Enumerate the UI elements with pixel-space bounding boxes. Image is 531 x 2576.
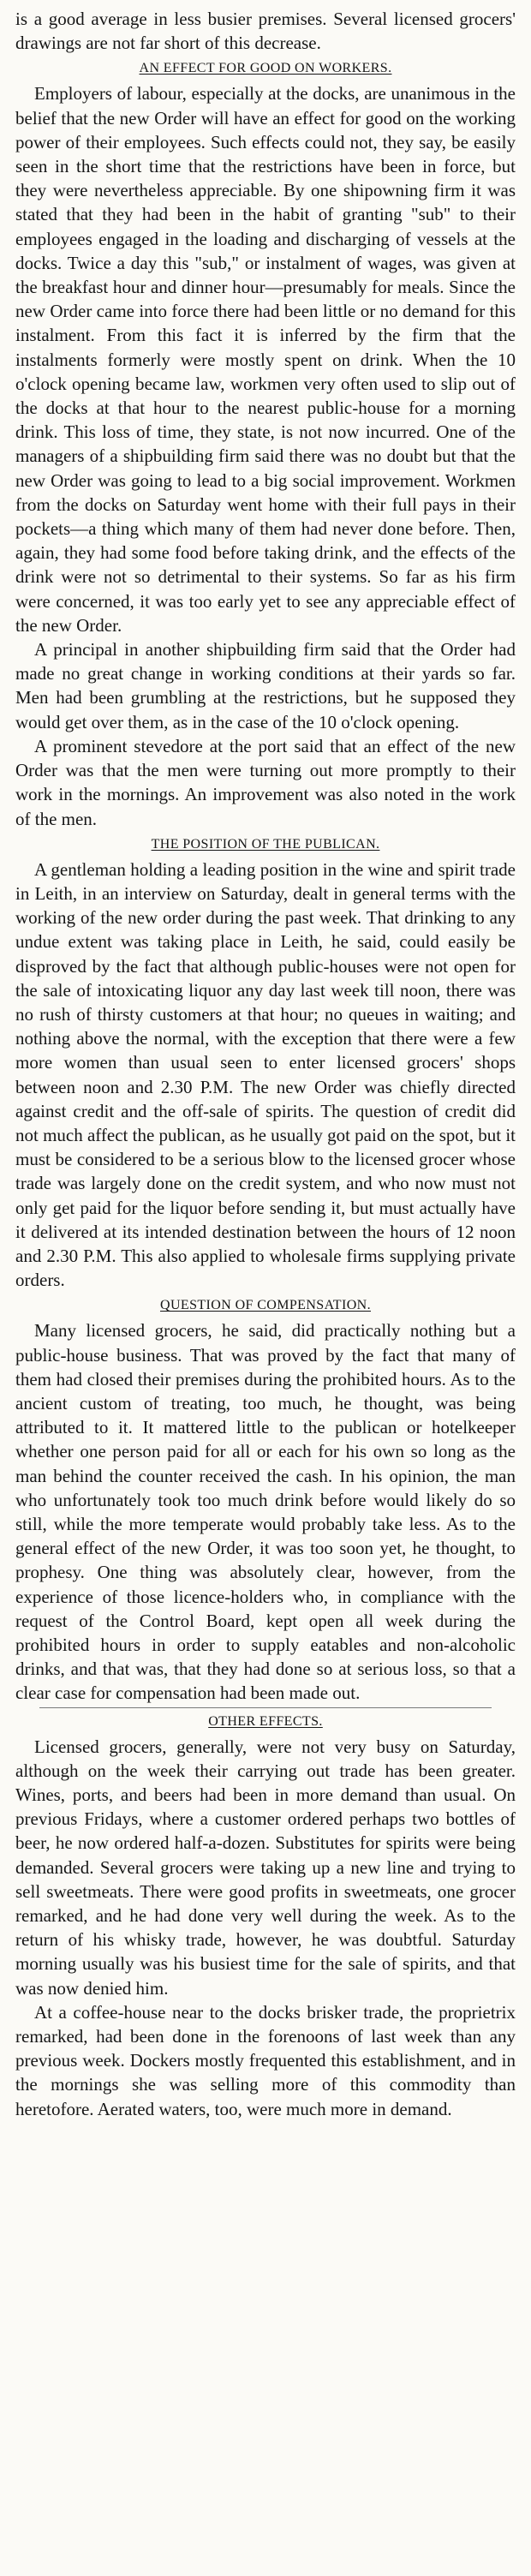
paragraph: Licensed grocers, generally, were not very busy on Saturday, although on the week their carrying out trade has been greater. Wines, ports, and beers had been in more demand than usual. On previous Fridays, where a customer ordered perhaps two bottles of beer, he now ordered half-a-dozen. Substitutes for spirits were being demanded. Several grocers were taking up a new line and trying to sell sweetmeats. There were good profits in sweetmeats, one grocer remarked, and he had done very well during the week. As to the return of his whisky trade, however, he was doubtful. Saturday morning usually was his busiest time for the sale of spirits, and that was now denied him. — [15, 1736, 516, 1999]
article-body — [15, 7, 516, 2121]
section-divider — [39, 1707, 492, 1708]
section-heading: QUESTION OF COMPENSATION. — [159, 1298, 371, 1313]
paragraph: A gentleman holding a leading position in the wine and spirit trade in Leith, in an interview on Saturday, dealt in general terms with the working of the new order during the past week. That drinking to any undue extent was taking place in Leith, he said, could easily be disproved by the fact that although public-houses were not open for the sale of intoxicating liquor any day last week till noon, there was no rush of thirsty customers at that hour; no queues in waiting; and nothing above the normal, with the exception that there were a few more women than usual seen to enter licensed grocers' shops between noon and 2.30 P.M. The new Order was chiefly directed against credit and the off-sale of spirits. The question of credit did not much affect the publican, as he usually got paid on the spot, but it must be considered to be a serious blow to the licensed grocer whose trade was largely done on the credit system, and who now must not only get paid for the liquor before sending it, but must actually have it delivered at its intended destination between the hours of 12 noon and 2.30 P.M. This also applied to wholesale firms supplying private orders. — [15, 858, 516, 1291]
paragraph: At a coffee-house near to the docks brisker trade, the proprietrix remarked, had been done in the forenoons of last week than any previous week. Dockers mostly frequented this establishment, and in the mornings she was selling more of this commodity than heretofore. Aerated waters, too, were much more in demand. — [15, 2001, 516, 2119]
section-heading: AN EFFECT FOR GOOD ON WORKERS. — [139, 61, 392, 76]
section-heading: OTHER EFFECTS. — [208, 1713, 323, 1729]
section-heading: THE POSITION OF THE PUBLICAN. — [151, 836, 380, 852]
paragraph: A principal in another shipbuilding firm said that the Order had made no great change in working conditions at their yards so far. Men had been grumbling at the restrictions, but he supposed they would get over them, as in the case of the 10 o'clock opening. — [15, 639, 516, 732]
continued-paragraph: is a good average in less busier premises. Several licensed grocers' drawings are not far short of this decrease. — [15, 9, 516, 54]
paragraph: Many licensed grocers, he said, did practically nothing but a public-house business. That was proved by the fact that many of them had closed their premises during the prohibited hours. As to the ancient custom of treating, too much, he thought, was being attributed to it. It mattered little to the publican or hotelkeeper whether one person paid for all or each for his own so long as the man behind the counter received the cash. In his opinion, the man who unfortunately took too much drink before would likely do so still, while the more temperate would probably take less. As to the general effect of the new Order, it was too soon yet, he thought, to prophesy. One thing was absolutely clear, however, from the experience of those licence-holders who, in compliance with the request of the Control Board, kept open all week during the prohibited hours in order to supply eatables and non-alcoholic drinks, and that was, that they had done so at serious loss, so that a clear case for compensation had been made out. — [15, 1320, 516, 1704]
paragraph: A prominent stevedore at the port said that an effect of the new Order was that the men were turning out more promptly to their work in the mornings. An improvement was also noted in the work of the men. — [15, 735, 516, 829]
paragraph: Employers of labour, especially at the docks, are unanimous in the belief that the new Order will have an effect for good on the working power of their employees. Such effects could not, they say, be easily seen in the short time that the restrictions have been in force, but they were nevertheless appreciable. By one shipowning firm it was stated that they had been in the habit of granting "sub" to their employees engaged in the loading and discharging of vessels at the docks. Twice a day this "sub," or instalment of wages, was given at the breakfast hour and dinner hour—presumably for meals. Since the new Order came into force there had been little or no demand for this instalment. From this fact it is inferred by the firm that the instalments formerly were mostly spent on drink. When the 10 o'clock opening became law, workmen very often used to slip out of the docks at that hour to the nearest public-house for a morning drink. This loss of time, they state, is not now incurred. One of the managers of a shipbuilding firm said there was no doubt but that the new Order was going to lead to a big social improvement. Workmen from the docks on Saturday went home with their full pays in their pockets—a thing which many of them had never done before. Then, again, they had some food before taking drink, and the effects of the drink were not so detrimental to their systems. So far as his firm were concerned, it was too early yet to see any appreciable effect of the new Order. — [15, 83, 516, 636]
